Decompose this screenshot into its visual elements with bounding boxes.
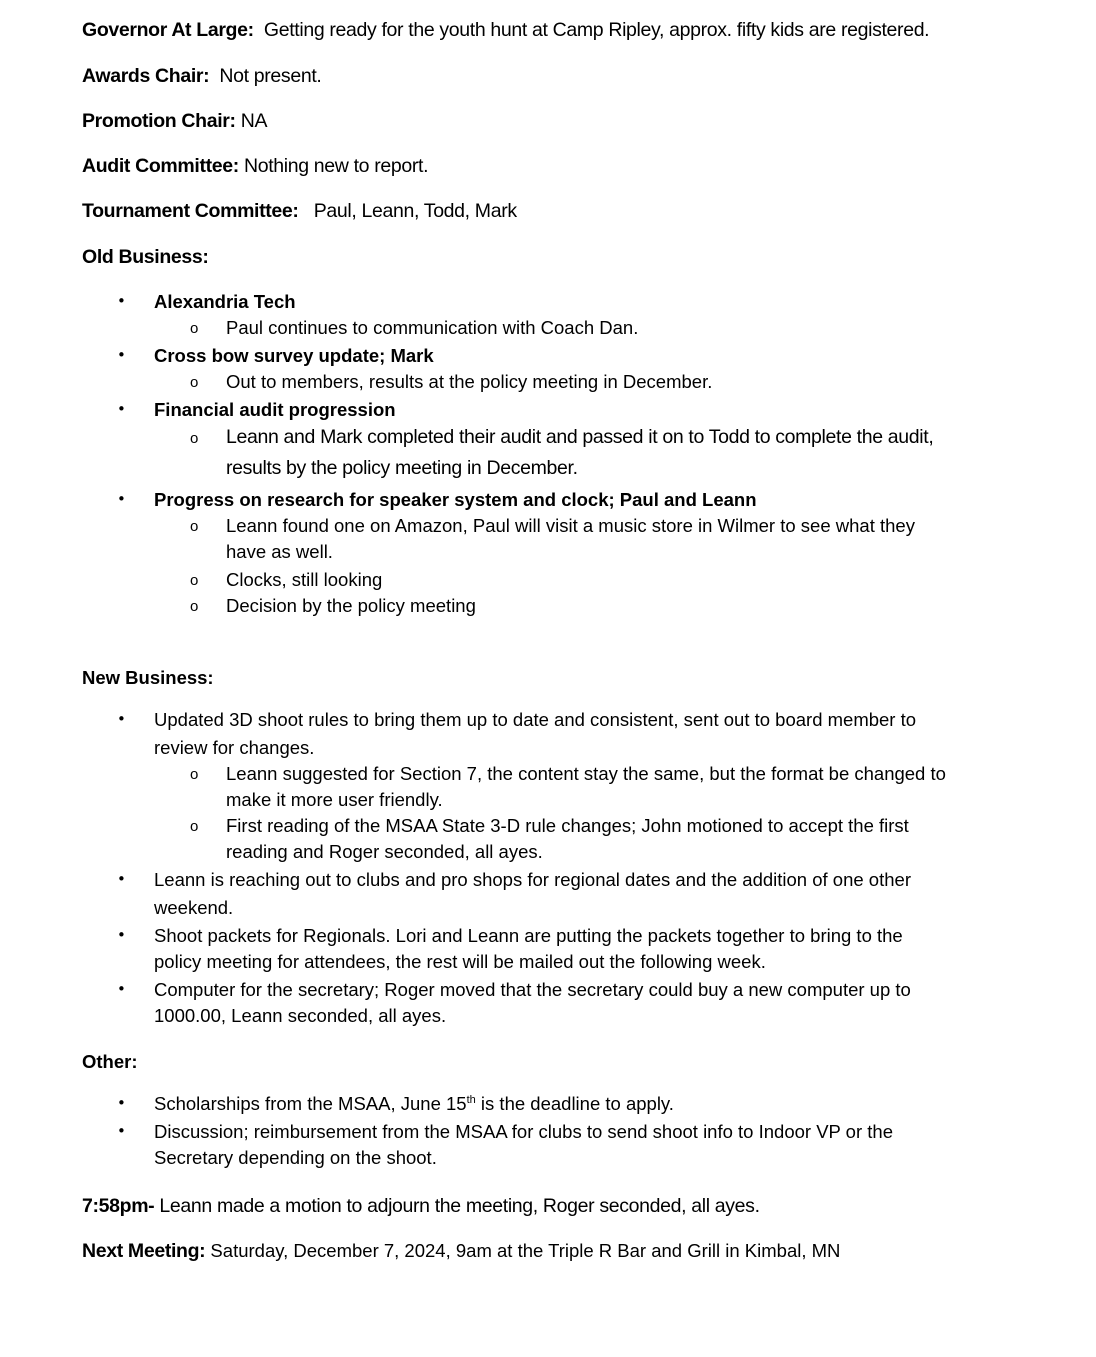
old-item-sub: Paul continues to communication with Coach Dan. — [226, 317, 639, 338]
other-heading: Other: — [82, 1051, 138, 1072]
report-label: Audit Committee: — [82, 155, 239, 177]
new-item-text: Shoot packets for Regionals. Lori and Leann are putting the packets together to bring to the — [154, 925, 903, 946]
new-item-text: 1000.00, Leann seconded, all ayes. — [154, 1005, 447, 1026]
bullet-icon: • — [117, 1122, 126, 1140]
report-audit — [82, 155, 428, 178]
new-item-text: review for changes. — [154, 737, 315, 758]
new-item-text: policy meeting for attendees, the rest will be mailed out the following week. — [154, 951, 766, 972]
sub-bullet-icon: o — [190, 818, 199, 835]
report-promotion — [82, 110, 267, 133]
report-text: Not present. — [209, 65, 322, 87]
old-business-heading: Old Business: — [82, 246, 209, 268]
sub-bullet-icon: o — [190, 766, 199, 783]
bullet-icon: • — [117, 710, 126, 728]
adjourn-text: Leann made a motion to adjourn the meeting, Roger seconded, all ayes. — [154, 1195, 760, 1217]
report-awards — [82, 65, 321, 88]
bullet-icon: • — [117, 1094, 126, 1112]
report-label: Promotion Chair: — [82, 110, 236, 132]
next-meeting-text: Saturday, December 7, 2024, 9am at the Triple R Bar and Grill in Kimbal, MN — [205, 1240, 841, 1261]
sub-bullet-icon: o — [190, 572, 199, 589]
new-item-sub: make it more user friendly. — [226, 789, 443, 810]
new-business-heading: New Business: — [82, 667, 214, 688]
old-item-sub: Decision by the policy meeting — [226, 595, 476, 616]
sub-bullet-icon: o — [190, 320, 199, 337]
new-item-sub: First reading of the MSAA State 3-D rule changes; John motioned to accept the first — [226, 815, 909, 836]
old-item-title: Alexandria Tech — [154, 291, 296, 312]
report-governor — [82, 19, 929, 42]
old-item-sub: Leann and Mark completed their audit and passed it on to Todd to complete the audit, — [226, 426, 934, 448]
other-scholarship: Scholarships from the MSAA, June 15th is the deadline to apply. — [154, 1093, 674, 1114]
new-item-sub: Leann suggested for Section 7, the content stay the same, but the format be changed to — [226, 763, 946, 784]
other-item-text: Discussion; reimbursement from the MSAA for clubs to send shoot info to Indoor VP or the — [154, 1121, 893, 1142]
bullet-icon: • — [117, 400, 126, 418]
old-item-title: Progress on research for speaker system and clock; Paul and Leann — [154, 489, 757, 510]
new-item-text: Leann is reaching out to clubs and pro shops for regional dates and the addition of one other — [154, 869, 911, 890]
old-item-title: Financial audit progression — [154, 399, 396, 420]
old-item-sub: Clocks, still looking — [226, 569, 383, 590]
old-item-sub: Leann found one on Amazon, Paul will visit a music store in Wilmer to see what they — [226, 515, 915, 536]
sub-bullet-icon: o — [190, 598, 199, 615]
old-item-title: Cross bow survey update; Mark — [154, 345, 434, 366]
report-label: Awards Chair: — [82, 65, 210, 87]
new-item-text: weekend. — [154, 897, 234, 918]
bullet-icon: • — [117, 490, 126, 508]
report-label: Tournament Committee: — [82, 200, 299, 222]
new-item-sub: reading and Roger seconded, all ayes. — [226, 841, 543, 862]
sub-bullet-icon: o — [190, 374, 199, 391]
old-item-sub: Out to members, results at the policy meeting in December. — [226, 371, 713, 392]
bullet-icon: • — [117, 870, 126, 888]
bullet-icon: • — [117, 926, 126, 944]
bullet-icon: • — [117, 980, 126, 998]
old-item-sub: have as well. — [226, 541, 333, 562]
report-text: Nothing new to report. — [238, 155, 429, 177]
adjourn-label: 7:58pm- — [82, 1195, 155, 1217]
report-tournament — [82, 200, 517, 223]
report-label: Governor At Large: — [82, 19, 254, 41]
bullet-icon: • — [117, 346, 126, 364]
sub-bullet-icon: o — [190, 430, 199, 447]
new-item-text: Updated 3D shoot rules to bring them up to date and consistent, sent out to board member to — [154, 709, 917, 730]
adjourn-line — [82, 1195, 760, 1218]
bullet-icon: • — [117, 292, 126, 310]
report-text: NA — [235, 110, 268, 132]
report-text: Getting ready for the youth hunt at Camp Ripley, approx. fifty kids are registered. — [253, 19, 930, 41]
next-meeting-label: Next Meeting: — [82, 1240, 206, 1262]
sub-bullet-icon: o — [190, 518, 199, 535]
report-text: Paul, Leann, Todd, Mark — [298, 200, 517, 222]
new-item-text: Computer for the secretary; Roger moved that the secretary could buy a new computer up to — [154, 979, 911, 1000]
other-item-text: Secretary depending on the shoot. — [154, 1147, 437, 1168]
old-item-sub: results by the policy meeting in December. — [226, 457, 578, 479]
next-meeting-line — [82, 1240, 840, 1263]
